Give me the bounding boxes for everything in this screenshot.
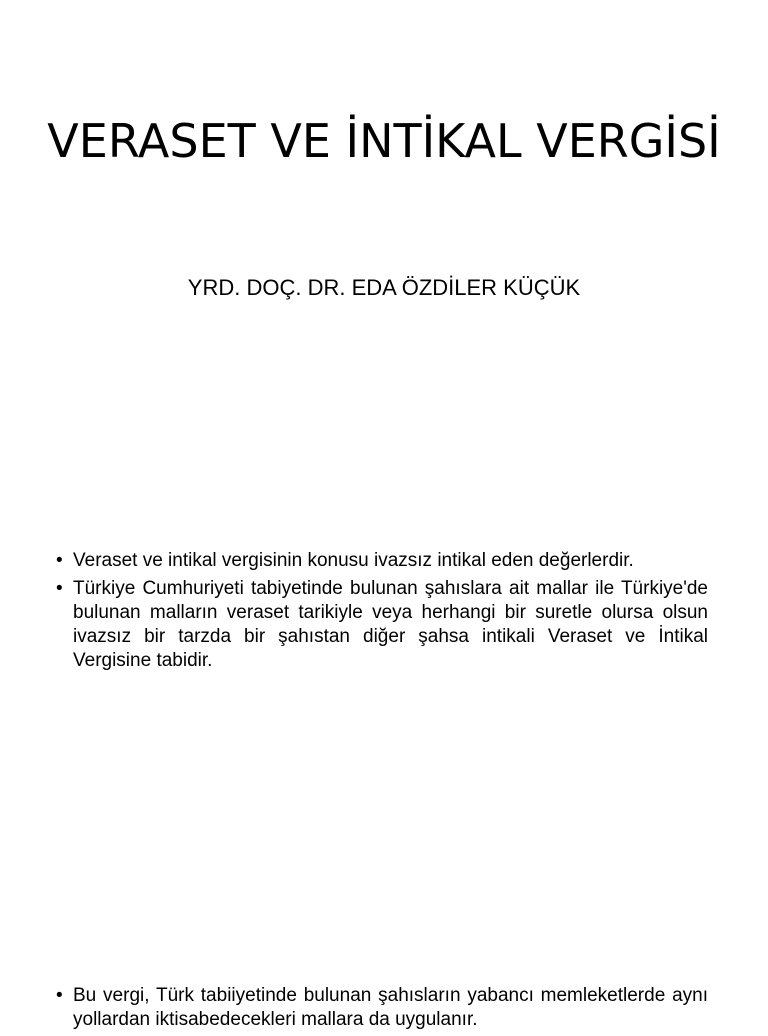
slide-subtitle: YRD. DOÇ. DR. EDA ÖZDİLER KÜÇÜK [187,275,581,300]
bullet-item: • Türkiye Cumhuriyeti tabiyetinde bulunan şahıslara ait mallar ile Türkiye'de bulunan malların veraset tarikiyle veya herhangi bir suretle olursa olsun ivazsız bir tarzda bir şahıstan diğer şahsa intikali Veraset ve İntikal Vergisine tabidir. [56,577,708,673]
slide-title: VERASET VE İNTİKAL VERGİSİ [47,114,721,168]
bullet-item: • Veraset ve intikal vergisinin konusu ivazsız intikal eden değerlerdir. [56,549,708,573]
bullet-list [56,984,708,1036]
bullet-list [56,549,708,677]
bullet-item: • Bu vergi, Türk tabiiyetinde bulunan şahısların yabancı memleketlerde aynı yollardan iktisabedecekleri mallara da uygulanır. [56,984,708,1032]
